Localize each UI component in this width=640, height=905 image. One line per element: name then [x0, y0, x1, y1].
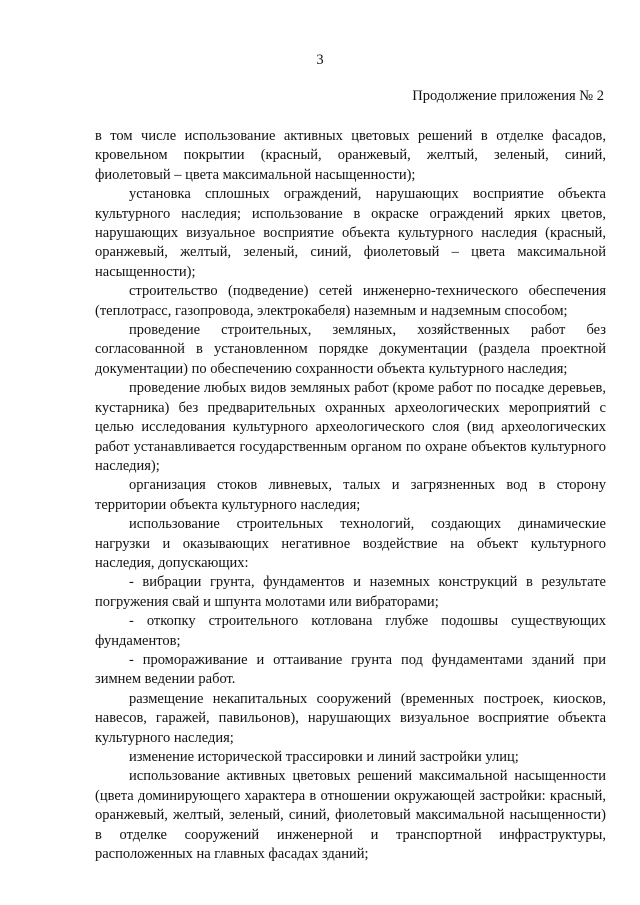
paragraph: использование строительных технологий, создающих динамические нагрузки и оказывающих негативное воздействие на объект культурного наследия, допускающих:	[95, 516, 606, 571]
list-item: - вибрации грунта, фундаментов и наземных конструкций в результате погружения свай и шпунта молотами или вибраторами;	[95, 574, 606, 610]
paragraph: в том числе использование активных цветовых решений в отделке фасадов, кровельном покрытии (красный, оранжевый, желтый, зеленый, синий, фиолетовый – цвета максимальной насыщенности);	[95, 128, 606, 183]
paragraph: изменение исторической трассировки и линий застройки улиц;	[129, 749, 519, 765]
list-item: - промораживание и оттаивание грунта под фундаментами зданий при зимнем ведении работ.	[95, 651, 606, 688]
paragraph: размещение некапитальных сооружений (временных построек, киосков, навесов, гаражей, павильонов), нарушающих визуальное восприятие объекта культурного наследия;	[95, 690, 606, 746]
paragraph: использование активных цветовых решений максимальной насыщенности (цвета доминирующего характера в отношении окружающей застройки: красный, оранжевый, желтый, зеленый, синий, фиолетовый максимальной насыщенности) в отделке сооружений инженерной и транспортной инфраструктуры, расположенных на главных фасадах зданий;	[95, 768, 606, 863]
page-number: 3	[316, 52, 324, 68]
list-item: - откопку строительного котлована глубже подошвы существующих фундаментов;	[95, 613, 606, 649]
paragraph: проведение строительных, земляных, хозяйственных работ без согласованной в установленном порядке документации (раздела проектной документации) по обеспечению сохранности объекта культурного наследия;	[95, 322, 606, 377]
appendix-note: Продолжение приложения № 2	[412, 88, 604, 104]
paragraph: проведение любых видов земляных работ (кроме работ по посадке деревьев, кустарника) без предварительных охранных археологических мероприятий с целью исследования культурного археологического слоя (вид археологических работ устанавливается государственным органом по охране объектов культурного наследия);	[95, 380, 606, 474]
paragraph: строительство (подведение) сетей инженерно-технического обеспечения (теплотрасс, газопровода, электрокабеля) наземным и надземным способом;	[95, 283, 606, 319]
paragraph: организация стоков ливневых, талых и загрязненных вод в сторону территории объекта культурного наследия;	[95, 477, 606, 513]
document-body	[95, 127, 606, 864]
paragraph: установка сплошных ограждений, нарушающих восприятие объекта культурного наследия; использование в окраске ограждений ярких цветов, нарушающих визуальное восприятие объекта культурного наследия (красный, оранжевый, желтый, зеленый, синий, фиолетовый – цвета максимальной насыщенности);	[95, 186, 606, 280]
